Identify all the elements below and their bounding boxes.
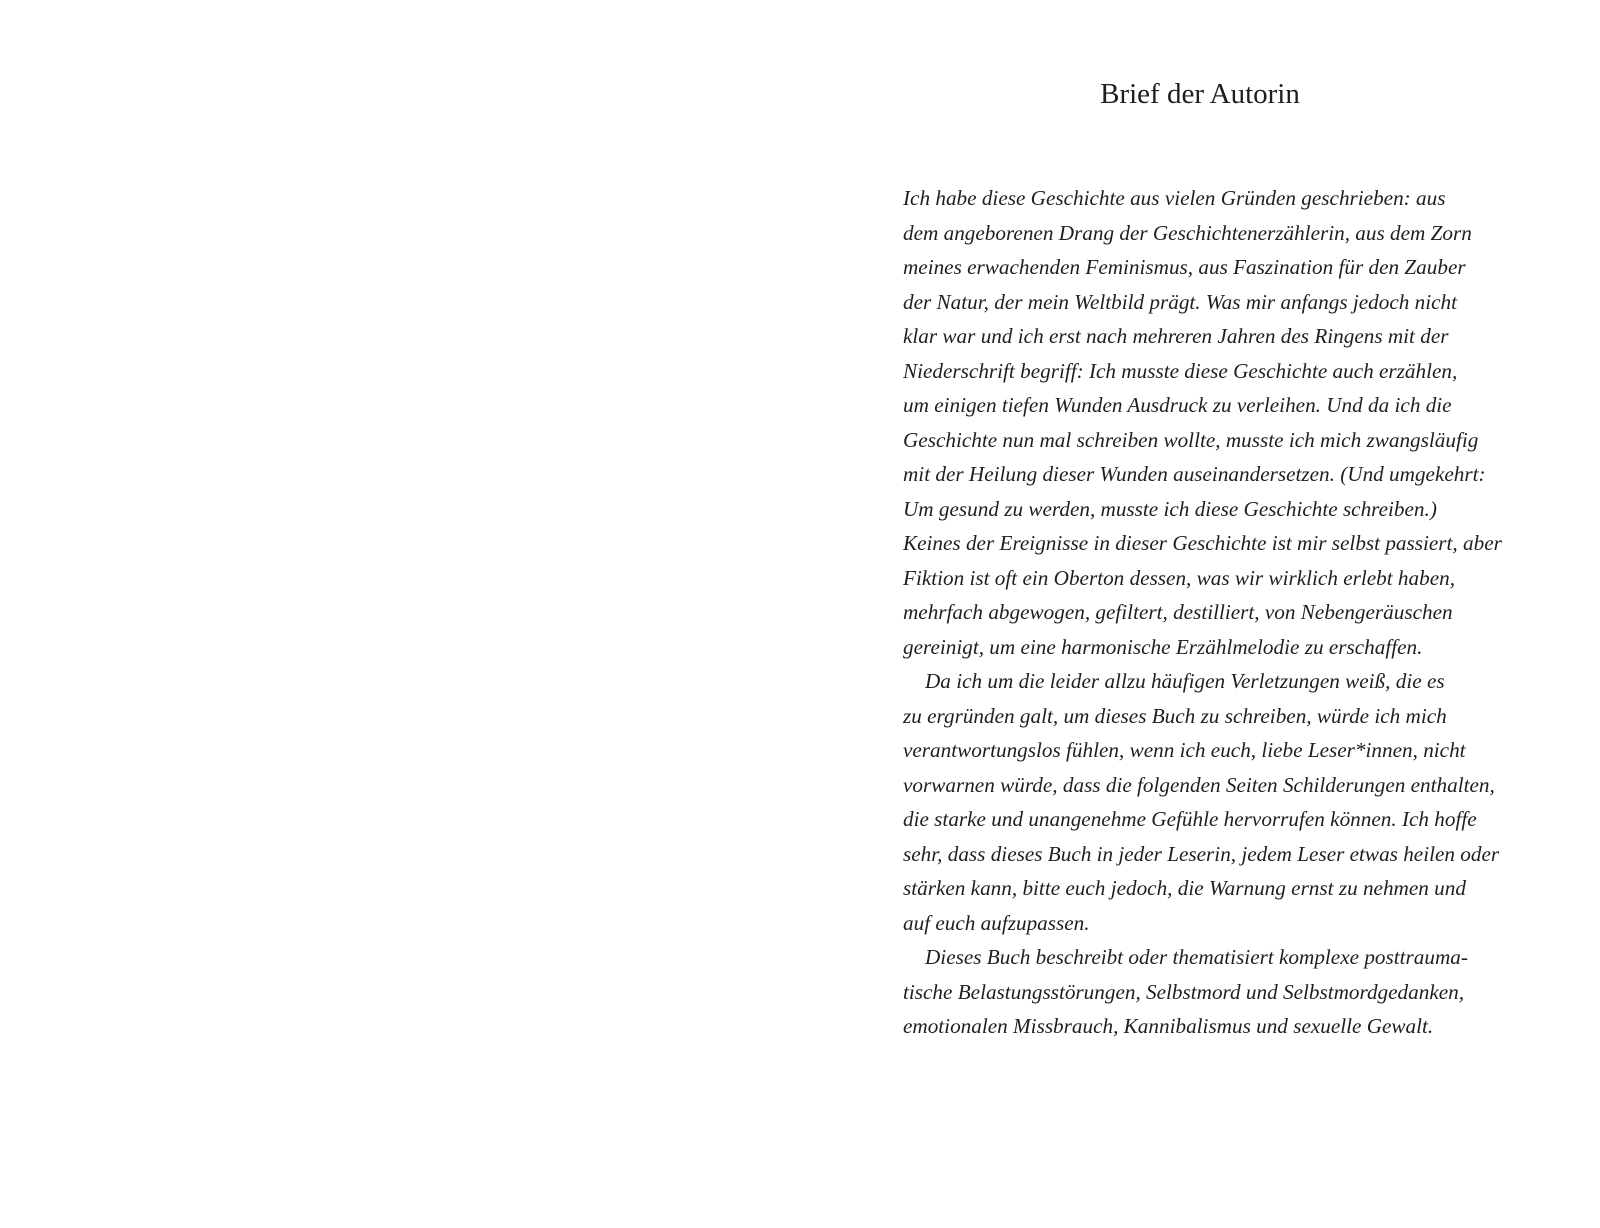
text-line: Da ich um die leider allzu häufigen Verletzungen weiß, die es — [925, 669, 1445, 693]
text-line: der Natur, der mein Weltbild prägt. Was mir anfangs jedoch nicht — [903, 289, 1458, 314]
chapter-title: Brief der Autorin — [1100, 78, 1300, 110]
text-line: sehr, dass dieses Buch in jeder Leserin, jedem Leser etwas heilen oder — [903, 841, 1500, 866]
text-line: Um gesund zu werden, musste ich diese Geschichte schreiben.) — [903, 496, 1437, 521]
right-page — [800, 0, 1600, 1228]
text-line: die starke und unangenehme Gefühle hervorrufen können. Ich hoffe — [903, 807, 1477, 831]
text-line: Fiktion ist oft ein Oberton dessen, was wir wirklich erlebt haben, — [903, 565, 1456, 590]
text-line: mehrfach abgewogen, gefiltert, destilliert, von Nebengeräuschen — [903, 600, 1453, 624]
text-line: zu ergründen galt, um dieses Buch zu schreiben, würde ich mich — [903, 703, 1447, 728]
letter-body — [903, 181, 1503, 1044]
text-line: auf euch aufzupassen. — [903, 910, 1090, 935]
text-line: Niederschrift begriff: Ich musste diese Geschichte auch erzählen, — [903, 358, 1458, 383]
text-line: Geschichte nun mal schreiben wollte, musste ich mich zwangsläufig — [903, 427, 1479, 452]
text-line: emotionalen Missbrauch, Kannibalismus und sexuelle Gewalt. — [903, 1014, 1434, 1038]
text-line: stärken kann, bitte euch jedoch, die Warnung ernst zu nehmen und — [903, 876, 1466, 900]
text-line: dem angeborenen Drang der Geschichtenerzählerin, aus dem Zorn — [903, 220, 1472, 245]
text-line: mit der Heilung dieser Wunden auseinandersetzen. (Und umgekehrt: — [903, 462, 1486, 486]
text-line: Keines der Ereignisse in dieser Geschichte ist mir selbst passiert, aber — [903, 531, 1502, 555]
text-line: meines erwachenden Feminismus, aus Faszination für den Zauber — [903, 255, 1466, 279]
text-line: vorwarnen würde, dass die folgenden Seiten Schilderungen enthalten, — [903, 772, 1495, 797]
text-line: klar war und ich erst nach mehreren Jahren des Ringens mit der — [903, 324, 1449, 348]
text-line: verantwortungslos fühlen, wenn ich euch, liebe Leser*innen, nicht — [903, 738, 1466, 762]
text-line: um einigen tiefen Wunden Ausdruck zu verleihen. Und da ich die — [903, 393, 1452, 417]
text-line: gereinigt, um eine harmonische Erzählmelodie zu erschaffen. — [903, 634, 1423, 659]
text-line: Ich habe diese Geschichte aus vielen Gründen geschrieben: aus — [903, 186, 1446, 210]
text-line: Dieses Buch beschreibt oder thematisiert komplexe posttrauma- — [925, 945, 1468, 969]
text-line: tische Belastungsstörungen, Selbstmord und Selbstmordgedanken, — [903, 979, 1465, 1004]
